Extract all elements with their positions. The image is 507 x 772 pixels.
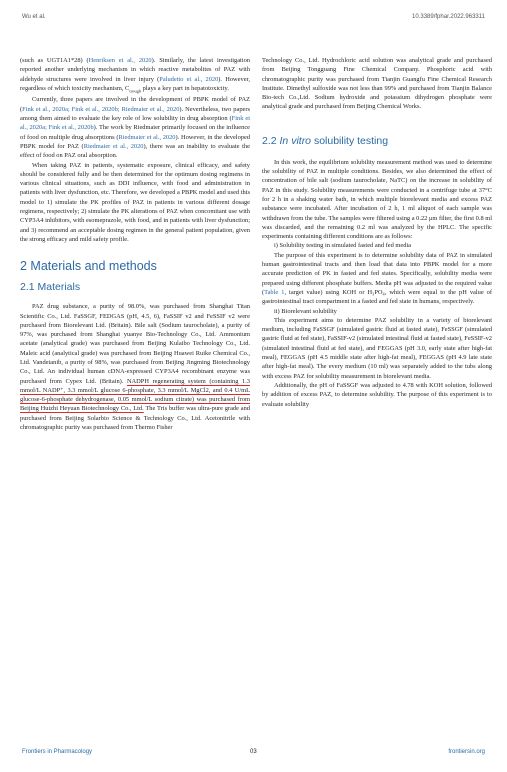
citation-link[interactable]: Henriksen et al., 2020 bbox=[88, 57, 152, 64]
citation-link[interactable]: Fink et al., 2020a; Fink et al., 2020b bbox=[20, 115, 250, 132]
citation-link[interactable]: Riedmaier et al., 2020 bbox=[83, 142, 144, 150]
left-column bbox=[20, 56, 250, 432]
subsection-heading: 2.1 Materials bbox=[20, 281, 81, 294]
citation-link[interactable]: Paludetto et al., 2020 bbox=[159, 75, 219, 83]
paragraph: This experiment aims to determine PAZ solubility in a variety of biorelevant medium, including FaSSGF (simulated gastric fluid at fasted state), FeSSGF (simulated gastric fluid at fed state), FaSSIF-v2 (simulated intestinal fluid at fasted state), FeSSIF-v2 (simulated intestinal fluid at fed state), and FEGGAS (pH 3.0, early state after high-fat meal), FEGGAS (pH 4.5 middle state after high-fat meal), FEGGAS (pH 4.9 late state after high-fat meal). The every medium (10 ml) was separately added to the tubs along with excess PAZ for solubility measurement in biorelevant media. bbox=[262, 316, 492, 380]
table-link[interactable]: Table 1 bbox=[264, 288, 285, 296]
paragraph: Additionally, the pH of FaSSGF was adjusted to 4.78 with KOH solution, followed by addition of excess PAZ, to determine solubility. The purpose of this experiment is to evaluate solubility bbox=[262, 381, 492, 408]
subheading: ii) Biorelevant solubility bbox=[274, 307, 337, 315]
paragraph: Currently, three papers are involved in the development of PBPK model of PAZ (Fink et al., 2020a; Fink et al., 2020b; Riedmaier et al., 2020). Nevertheless, two papers among them aimed to evaluate the key role of low solubility in drug absorption (Fink et al., 2020a; Fink et al., 2020b). The work by Riedmaier primarily focused on the influence of food on multiple drug absorptions (Riedmaier et al., 2020). However, in the developed PBPK model for PAZ (Riedmaier et al., 2020), there was an inability to evaluate the effect of food on PAZ oral absorption. bbox=[20, 96, 250, 160]
subsection-heading: 2.2 In vitro solubility testing bbox=[262, 134, 389, 147]
subheading: i) Solubility testing in simulated fasted and fed media bbox=[274, 242, 412, 250]
footer-site-link[interactable]: frontiersin.org bbox=[448, 749, 485, 755]
paragraph: (such as UGT1A1*28) (Henriksen et al., 2020). Similarly, the latest investigation reported another underlying mechanism in which reactive metabolites of PAZ with aldehyde structures were involved in liver injury (Paludetto et al., 2020). However, regardless of which toxicity mechanism, $C_{trough}$ plays a key part in hepatotoxicity. bbox=[20, 57, 251, 94]
running-header-doi[interactable]: 10.3389/fphar.2022.963311 bbox=[412, 14, 485, 20]
highlighted-text: NADPH regenerating system (containing 1.3 mmol/L NADP⁺, 3.3 mmol/L glucose 6-phosphate, 3.3 mmol/L MgCl2, and 0.4 U/mL glucose-6-phosphate dehydrogenase, 0.05 mmol/L sodium citrate) was purchased from Beijing Huizhi Heyuan Biotechnology Co., Ltd. bbox=[20, 377, 251, 413]
paragraph: PAZ drug substance, a purity of 98.0%, was purchased from Shanghai Titan Scientific Co., Ltd. FaSSGF, FEDGAS (pH, 4.5, 6), FaSSIF v2 and FeSSIF v2 were purchased from Biorelevant Ltd. (Britain). Bile salt (Sodium taurocholate), a purity of 97%, was purchased from Shanghai yuanye Bio-Technology Co., Ltd. Ammonium acetate (analytical grade) was purchased from Beijing Kulaibo Technology Co., Ltd. Maleic acid (analytical grade) was purchased from Beijing Huawei Ruike Chemical Co., Ltd. Vandetanib, a purity of 98%, was purchased from Beijing Jingming Biotechnology Co., Ltd. An individual human cDNA-expressed CYP3A4 recombinant enzyme was purchased from Cypex Ltd. (Britain). NADPH regenerating system (containing 1.3 mmol/L NADP⁺, 3.3 mmol/L glucose 6-phosphate, 3.3 mmol/L MgCl2, and 0.4 U/mL glucose-6-phosphate dehydrogenase, 0.05 mmol/L sodium citrate) was purchased from Beijing Huizhi Heyuan Biotechnology Co., Ltd. The Tris buffer was ultra-pure grade and purchased from Beijing Solarbio Science & Technology Co., Ltd. Acetonitrile with chromatographic purity was purchased from Thermo Fisher bbox=[20, 303, 251, 432]
paragraph: In this work, the equilibrium solubility measurement method was used to determine the solubility of PAZ in multiple conditions. Besides, we also determined the effect of concentration of bile salt (sodium taurocholate, NaTC) on the increase in solubility of PAZ in this study. Solubility measurements were conducted in a centrifuge tube at 37°C for 2 h in a shaking water bath, in which multiple biorelevant media and excess PAZ substance were incubated. After incubation of 2 h, 1 ml aliquot of each sample was withdrawn from the tube. The samples were filtered using a 0.22 μm filter, the first 0.8 ml was discarded, and the remaining 0.2 ml was analyzed by the HPLC. The specific experiments containing different conditions are as follows: bbox=[262, 158, 492, 241]
running-header-authors: Wu et al. bbox=[22, 14, 46, 20]
right-column bbox=[262, 56, 492, 409]
paragraph: When taking PAZ in patients, systematic exposure, clinical efficacy, and safety should be considered fully and be then determined for the optimum dosing regimens in various clinical situations, such as DDI influence, with food and administration in patients with liver dysfunction, etc. Therefore, we developed a PBPK model and used this model to 1) simulate the PK profiles of PAZ in patients in various different dosage regimens, respectively; 2) simulate the PK alterations of PAZ when concomitant use with CYP3A4 inhibitors, with esomeprazole, with food, and in patients with liver dysfunction; and 3) recommend an acceptable dosing regimen in the general patient population, given the strong efficacy and mild safety profile. bbox=[20, 161, 250, 243]
footer-journal[interactable]: Frontiers in Pharmacology bbox=[22, 749, 93, 755]
citation-link[interactable]: Riedmaier et al., 2020 bbox=[118, 133, 176, 141]
page-number: 03 bbox=[250, 749, 257, 755]
section-heading: 2 Materials and methods bbox=[20, 259, 157, 274]
paragraph: The purpose of this experiment is to determine solubility data of PAZ in simulated human gastrointestinal tracts and then load that data into PBPK model for a more accurate prediction of PK in fasted and fed states. Specifically, solubility media were prepared using different phosphate buffers. Media pH was adjusted to the required value (Table 1, target value) using KOH or H₃PO₄, which were equal to the pH value of gastrointestinal tract compartment in a fasted and fed state in humans, respectively. bbox=[262, 251, 492, 306]
paragraph: Technology Co., Ltd. Hydrochloric acid solution was analytical grade and purchased from Beijing Tongguang Fine Chemical Company. Phosphoric acid with chromatographic purity was purchased from Tianjin Guangfu Fine Chemical Research Institute. Dimethyl sulfoxide was not less than 99% and purchased from Tianjin Balance Bio-tech Co.,Ltd. Sodium hydroxide and potassium dihydrogen phosphate were analytical grade and purchased from Beijing Chemical Works. bbox=[262, 57, 492, 111]
citation-link[interactable]: Fink et al., 2020a; Fink et al., 2020b; Riedmaier et al., 2020 bbox=[22, 105, 180, 113]
